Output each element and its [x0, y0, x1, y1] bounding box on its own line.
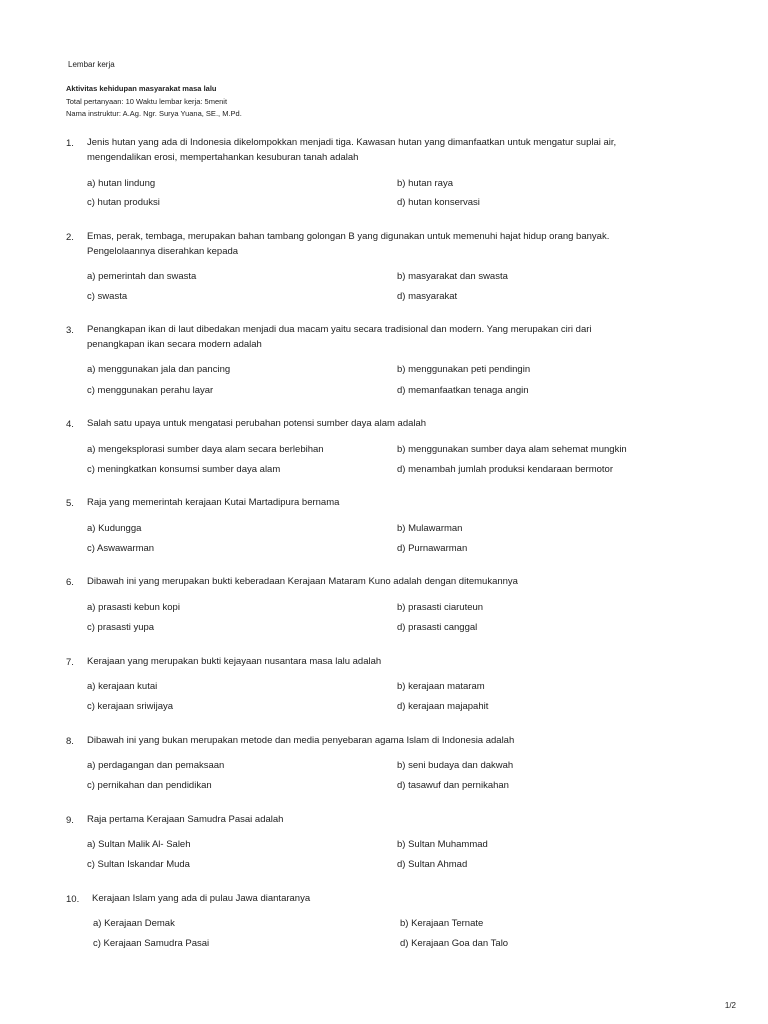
option-c[interactable]: c) kerajaan sriwijaya [87, 701, 174, 712]
option-b[interactable]: b) Mulawarman [397, 523, 463, 534]
option-a[interactable]: a) menggunakan jala dan pancing [87, 364, 231, 375]
question-text [87, 813, 283, 828]
question-text [87, 230, 609, 259]
option-d[interactable]: d) Sultan Ahmad [397, 859, 468, 870]
option-c[interactable]: c) pernikahan dan pendidikan [87, 780, 212, 791]
option-d[interactable]: d) tasawuf dan pernikahan [397, 780, 509, 791]
worksheet-instructor: Nama instruktur: A.Ag. Ngr. Surya Yuana, SE., M.Pd. [66, 109, 242, 118]
option-d[interactable]: d) masyarakat [397, 291, 458, 302]
question-line: mengendalikan erosi, mempertahankan kesuburan tanah adalah [87, 151, 359, 163]
question-line: Kerajaan Islam yang ada di pulau Jawa diantaranya [92, 893, 311, 904]
page-number: 1/2 [724, 1001, 736, 1010]
question-line: Salah satu upaya untuk mengatasi perubahan potensi sumber daya alam adalah [87, 418, 427, 429]
option-d[interactable]: d) memanfaatkan tenaga angin [397, 385, 529, 396]
question-number: 2. [66, 232, 74, 243]
option-a[interactable]: a) prasasti kebun kopi [87, 602, 180, 613]
option-d[interactable]: d) hutan konservasi [397, 197, 480, 208]
option-a[interactable]: a) hutan lindung [87, 178, 156, 189]
option-d[interactable]: d) Purnawarman [397, 543, 468, 554]
question-number: 1. [66, 138, 74, 149]
question-number: 5. [66, 498, 74, 509]
option-d[interactable]: d) prasasti canggal [397, 622, 478, 633]
question-line: Jenis hutan yang ada di Indonesia dikelompokkan menjadi tiga. Kawasan hutan yang dimanfaatkan untuk mengatur suplai air, [87, 137, 617, 148]
option-b[interactable]: b) prasasti ciaruteun [397, 602, 484, 613]
worksheet-title: Lembar kerja [68, 60, 115, 69]
option-d[interactable]: d) Kerajaan Goa dan Talo [400, 938, 509, 949]
option-b[interactable]: b) hutan raya [397, 178, 453, 189]
option-c[interactable]: c) Aswawarman [87, 543, 155, 554]
question-line: Penangkapan ikan di laut dibedakan menjadi dua macam yaitu secara tradisional dan modern. Yang merupakan ciri dari [87, 324, 592, 335]
option-b[interactable]: b) masyarakat dan swasta [397, 271, 508, 282]
option-a[interactable]: a) Sultan Malik Al- Saleh [87, 839, 191, 850]
option-c[interactable]: c) menggunakan perahu layar [87, 385, 214, 396]
question-line: Dibawah ini yang merupakan bukti keberadaan Kerajaan Mataram Kuno adalah dengan ditemukannya [87, 576, 518, 587]
question-text [87, 417, 426, 432]
question-number: 9. [66, 815, 74, 826]
option-c[interactable]: c) prasasti yupa [87, 622, 155, 633]
option-b[interactable]: b) Kerajaan Ternate [400, 918, 484, 929]
question-number: 4. [66, 419, 74, 430]
question-line: Kerajaan yang merupakan bukti kejayaan nusantara masa lalu adalah [87, 656, 382, 667]
question-number: 8. [66, 736, 74, 747]
question-number: 7. [66, 657, 74, 668]
option-c[interactable]: c) meningkatkan konsumsi sumber daya alam [87, 464, 281, 475]
option-a[interactable]: a) Kudungga [87, 523, 142, 534]
option-d[interactable]: d) kerajaan majapahit [397, 701, 489, 712]
option-c[interactable]: c) hutan produksi [87, 197, 160, 208]
option-c[interactable]: c) Sultan Iskandar Muda [87, 859, 190, 870]
question-number: 6. [66, 577, 74, 588]
option-a[interactable]: a) kerajaan kutai [87, 681, 158, 692]
option-b[interactable]: b) seni budaya dan dakwah [397, 760, 514, 771]
option-b[interactable]: b) menggunakan peti pendingin [397, 364, 531, 375]
question-line: Dibawah ini yang bukan merupakan metode dan media penyebaran agama Islam di Indonesia adalah [87, 735, 515, 746]
question-text [87, 136, 616, 165]
question-text [92, 892, 310, 907]
question-text [87, 655, 381, 670]
worksheet-meta-info: Total pertanyaan: 10 Waktu lembar kerja: 5menit [66, 97, 228, 106]
option-c[interactable]: c) swasta [87, 291, 128, 302]
option-b[interactable]: b) menggunakan sumber daya alam sehemat mungkin [397, 444, 627, 455]
question-text [87, 575, 518, 590]
option-c[interactable]: c) Kerajaan Samudra Pasai [93, 938, 210, 949]
question-number: 10. [66, 894, 80, 905]
option-a[interactable]: a) pemerintah dan swasta [87, 271, 197, 282]
option-b[interactable]: b) kerajaan mataram [397, 681, 485, 692]
question-line: penangkapan ikan secara modern adalah [87, 338, 262, 350]
option-a[interactable]: a) perdagangan dan pemaksaan [87, 760, 225, 771]
question-number: 3. [66, 325, 74, 336]
question-line: Pengelolaannya diserahkan kepada [87, 245, 239, 257]
question-text [87, 496, 339, 511]
question-text [87, 323, 592, 352]
worksheet-subtitle: Aktivitas kehidupan masyarakat masa lalu [66, 84, 217, 93]
question-text [87, 734, 514, 749]
option-a[interactable]: a) mengeksplorasi sumber daya alam secara berlebihan [87, 444, 324, 455]
question-line: Raja yang memerintah kerajaan Kutai Martadipura bernama [87, 497, 340, 508]
option-d[interactable]: d) menambah jumlah produksi kendaraan bermotor [397, 464, 613, 475]
question-line: Raja pertama Kerajaan Samudra Pasai adalah [87, 814, 284, 825]
question-line: Emas, perak, tembaga, merupakan bahan tambang golongan B yang digunakan untuk memenuhi hajat hidup orang banyak. [87, 231, 610, 242]
option-a[interactable]: a) Kerajaan Demak [93, 918, 175, 929]
option-b[interactable]: b) Sultan Muhammad [397, 839, 488, 850]
